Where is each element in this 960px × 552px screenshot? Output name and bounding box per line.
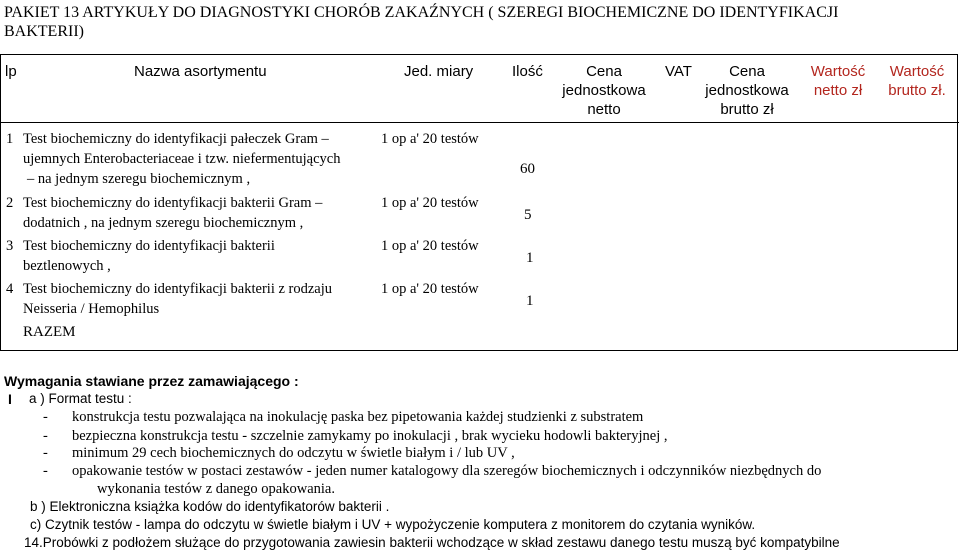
- row-name-line: – na jednym szeregu biochemicznym ,: [27, 171, 251, 187]
- row-name: [23, 193, 322, 233]
- format-label: a ) Format testu :: [29, 391, 132, 406]
- row-qty: 1: [526, 250, 534, 266]
- header-wartosc-netto-l1: Wartość: [810, 63, 866, 80]
- requirement-item: opakowanie testów w postaci zestawów - jeden numer katalogowy dla szeregów biochemicznych i odczynników niezbędnych do: [72, 463, 822, 479]
- header-cena-netto-l2: jednostkowa: [562, 82, 646, 99]
- header-cena-netto-l1: Cena: [586, 63, 622, 80]
- header-divider: [1, 122, 959, 123]
- header-cena-netto: [562, 62, 646, 119]
- header-ilosc: Ilość: [512, 63, 543, 80]
- requirement-item-continuation: wykonania testów z danego opakowania.: [97, 481, 335, 497]
- row-name: [23, 129, 341, 189]
- row-unit: 1 op a' 20 testów: [381, 238, 479, 254]
- bullet-dash: -: [43, 428, 48, 444]
- row-qty: 60: [520, 161, 535, 177]
- header-vat: VAT: [665, 63, 692, 80]
- row-qty: 5: [524, 207, 532, 223]
- header-wartosc-netto-l2: netto zł: [813, 82, 863, 99]
- header-nazwa: Nazwa asortymentu: [134, 63, 267, 80]
- row-unit: 1 op a' 20 testów: [381, 281, 479, 297]
- row-name-line: ujemnych Enterobacteriaceae i tzw. niefermentujących: [23, 151, 341, 167]
- row-name-line: dodatnich , na jednym szeregu biochemicznym ,: [23, 215, 304, 231]
- row-name-line: Test biochemiczny do identyfikacji bakterii: [23, 238, 275, 254]
- title-line-1: PAKIET 13 ARTYKUŁY DO DIAGNOSTYKI CHORÓB ZAKAŹNYCH ( SZEREGI BIOCHEMICZNE DO IDENTYFIKACJI: [4, 4, 839, 21]
- bullet-dash: -: [43, 463, 48, 479]
- header-jed-miary: Jed. miary: [404, 63, 474, 80]
- bullet-dash: -: [43, 409, 48, 425]
- row-lp: 3: [6, 238, 14, 254]
- header-cena-brutto-l2: jednostkowa: [705, 82, 789, 99]
- header-cena-brutto-l1: Cena: [729, 63, 765, 80]
- header-wartosc-brutto-l1: Wartość: [889, 63, 945, 80]
- header-wartosc-brutto: [878, 62, 956, 100]
- requirement-14: 14.Probówki z podłożem służące do przygotowania zawiesin bakterii wchodzące w skład zestawu danego testu muszą być kompatybilne: [24, 535, 840, 550]
- requirements-heading: Wymagania stawiane przez zamawiającego :: [4, 373, 299, 389]
- row-lp: 4: [6, 281, 14, 297]
- row-lp: 1: [6, 131, 14, 147]
- row-name: [23, 279, 332, 319]
- row-name-line: Test biochemiczny do identyfikacji bakterii Gram –: [23, 195, 323, 211]
- row-name-line: Test biochemiczny do identyfikacji pałeczek Gram –: [23, 131, 329, 147]
- row-unit: 1 op a' 20 testów: [381, 195, 479, 211]
- row-lp: 2: [6, 195, 14, 211]
- row-name: [23, 236, 275, 276]
- section-i-marker: I: [8, 391, 12, 407]
- requirement-item: konstrukcja testu pozwalająca na inokulację paska bez pipetowania każdej studzienki z substratem: [72, 409, 644, 425]
- title-line-2: BAKTERII): [4, 23, 84, 40]
- header-wartosc-brutto-l2: brutto zł.: [888, 82, 946, 99]
- requirement-item: minimum 29 cech biochemicznych do odczytu w świetle białym i / lub UV ,: [72, 445, 515, 461]
- requirement-item: bezpieczna konstrukcja testu - szczelnie zamykamy po inokulacji , brak wycieku hodowli bakteryjnej ,: [72, 428, 668, 444]
- page-title: [4, 3, 838, 41]
- header-wartosc-netto: [804, 62, 872, 100]
- header-cena-netto-l3: netto: [587, 101, 621, 118]
- header-cena-brutto: [705, 62, 789, 119]
- bullet-dash: -: [43, 445, 48, 461]
- header-cena-brutto-l3: brutto zł: [720, 101, 774, 118]
- row-name-line: beztlenowych ,: [23, 258, 111, 274]
- row-name-line: Neisseria / Hemophilus: [23, 301, 160, 317]
- requirement-b: b ) Elektroniczna książka kodów do identyfikatorów bakterii .: [30, 499, 390, 514]
- row-unit: 1 op a' 20 testów: [381, 131, 479, 147]
- razem-label: RAZEM: [23, 324, 76, 340]
- requirement-c: c) Czytnik testów - lampa do odczytu w świetle białym i UV + wypożyczenie komputera z monitorem do czytania wyników.: [30, 517, 756, 532]
- header-lp: lp: [5, 63, 17, 80]
- row-qty: 1: [526, 293, 534, 309]
- row-name-line: Test biochemiczny do identyfikacji bakterii z rodzaju: [23, 281, 333, 297]
